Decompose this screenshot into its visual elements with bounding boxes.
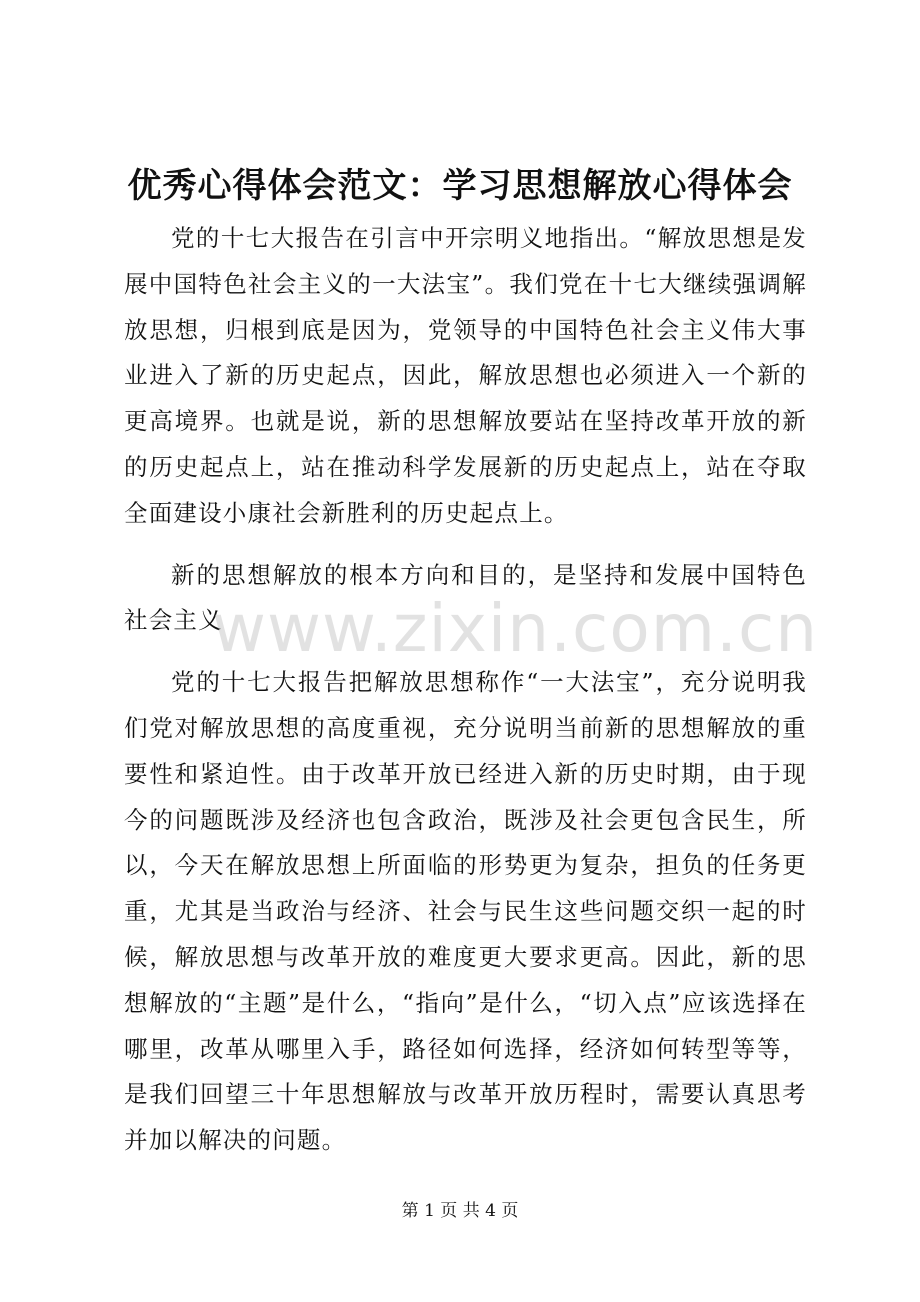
paragraph-3: 党的十七大报告把解放思想称作“一大法宝”，充分说明我们党对解放思想的高度重视，充分说明当前新的思想解放的重要性和紧迫性。由于改革开放已经进入新的历史时期，由于现今的问题既涉及经济也包含政治，既涉及社会更包含民生，所以，今天在解放思想上所面临的形势更为复杂，担负的任务更重，尤其是当政治与经济、社会与民生这些问题交织一起的时候，解放思想与改革开放的难度更大要求更高。因此，新的思想解放的“主题”是什么，“指向”是什么，“切入点”应该选择在哪里，改革从哪里入手，路径如何选择，经济如何转型等等，是我们回望三十年思想解放与改革开放历程时，需要认真思考并加以解决的问题。 bbox=[124, 668, 807, 1155]
paragraph-2: 新的思想解放的根本方向和目的，是坚持和发展中国特色社会主义 bbox=[124, 560, 807, 635]
watermark: www.zixin.com.cn bbox=[212, 590, 819, 667]
document-title: 优秀心得体会范文：学习思想解放心得体会 bbox=[127, 166, 793, 206]
page-footer: 第 1 页 共 4 页 bbox=[401, 1201, 519, 1221]
paragraph-1: 党的十七大报告在引言中开宗明义地指出。“解放思想是发展中国特色社会主义的一大法宝”。我们党在十七大继续强调解放思想，归根到底是因为，党领导的中国特色社会主义伟大事业进入了新的历史起点，因此，解放思想也必须进入一个新的更高境界。也就是说，新的思想解放要站在坚持改革开放的新的历史起点上，站在推动科学发展新的历史起点上，站在夺取全面建设小康社会新胜利的历史起点上。 bbox=[124, 224, 807, 527]
document-body bbox=[124, 216, 819, 1164]
